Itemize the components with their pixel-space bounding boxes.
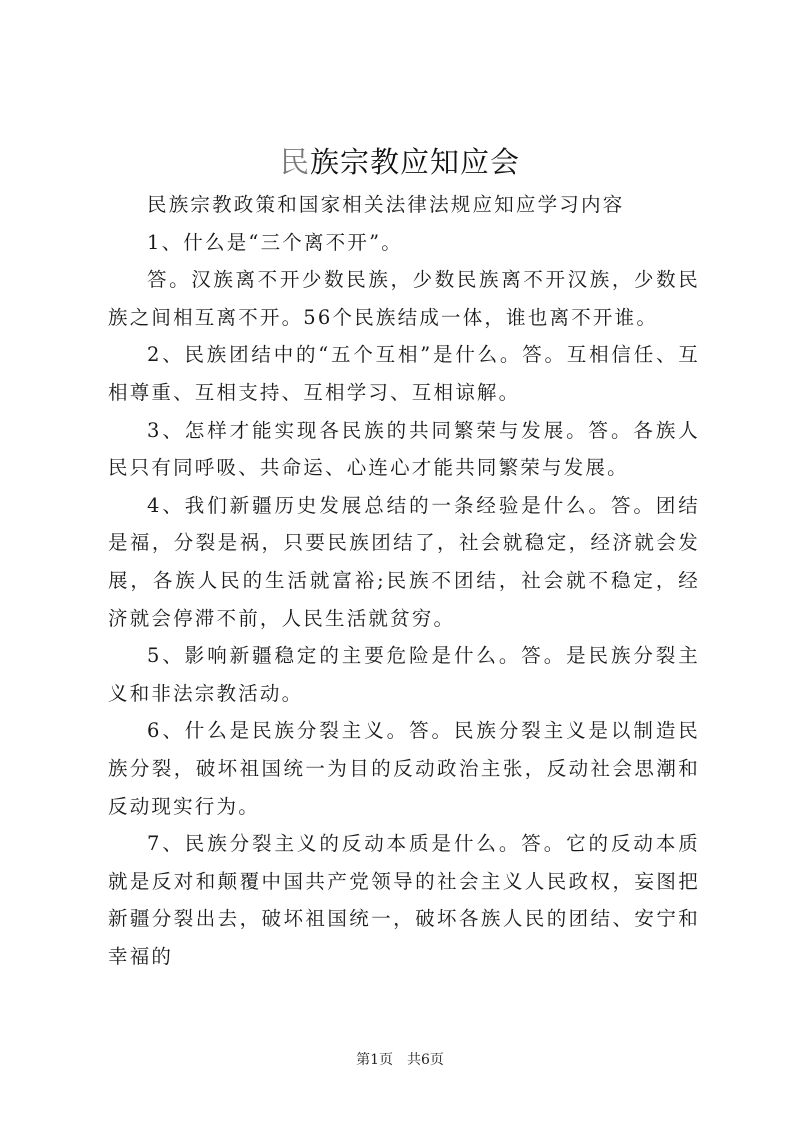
page-total: 共6页 xyxy=(407,1052,444,1068)
paragraph-q6: 6、什么是民族分裂主义。答。民族分裂主义是以制造民族分裂，破坏祖国统一为目的反动政治主张，反动社会思潮和反动现实行为。 xyxy=(108,719,700,818)
paragraph-a1: 答。汉族离不开少数民族，少数民族离不开汉族，少数民族之间相互离不开。56个民族结成一体，谁也离不开谁。 xyxy=(108,268,700,329)
paragraph-q3: 3、怎样才能实现各民族的共同繁荣与发展。答。各族人民只有同呼吸、共命运、心连心才能共同繁荣与发展。 xyxy=(108,418,700,480)
document-body xyxy=(108,186,700,975)
paragraph-q5: 5、影响新疆稳定的主要危险是什么。答。是民族分裂主义和非法宗教活动。 xyxy=(108,644,700,705)
title-rest: 族宗教应知应会 xyxy=(310,145,521,179)
paragraph-q4: 4、我们新疆历史发展总结的一条经验是什么。答。团结是福，分裂是祸，只要民族团结了，社会就稳定，经济就会发展，各族人民的生活就富裕;民族不团结，社会就不稳定，经济就会停滞不前，人民生活就贫穷。 xyxy=(108,493,700,630)
paragraph-subtitle: 民族宗教政策和国家相关法律法规应知应学习内容 xyxy=(147,193,625,216)
document-title xyxy=(0,140,800,184)
page-number: 第1页 xyxy=(356,1052,393,1068)
paragraph-q2: 2、民族团结中的“五个互相”是什么。答。互相信任、互相尊重、互相支持、互相学习、互相谅解。 xyxy=(108,343,700,404)
title-first-char: 民 xyxy=(279,145,310,179)
paragraph-q1: 1、什么是“三个离不开”。 xyxy=(147,230,403,254)
paragraph-q7: 7、民族分裂主义的反动本质是什么。答。它的反动本质就是反对和颠覆中国共产党领导的社会主义人民政权，妄图把新疆分裂出去，破坏祖国统一，破坏各族人民的团结、安宁和幸福的 xyxy=(108,832,700,968)
page-footer xyxy=(0,1050,800,1070)
